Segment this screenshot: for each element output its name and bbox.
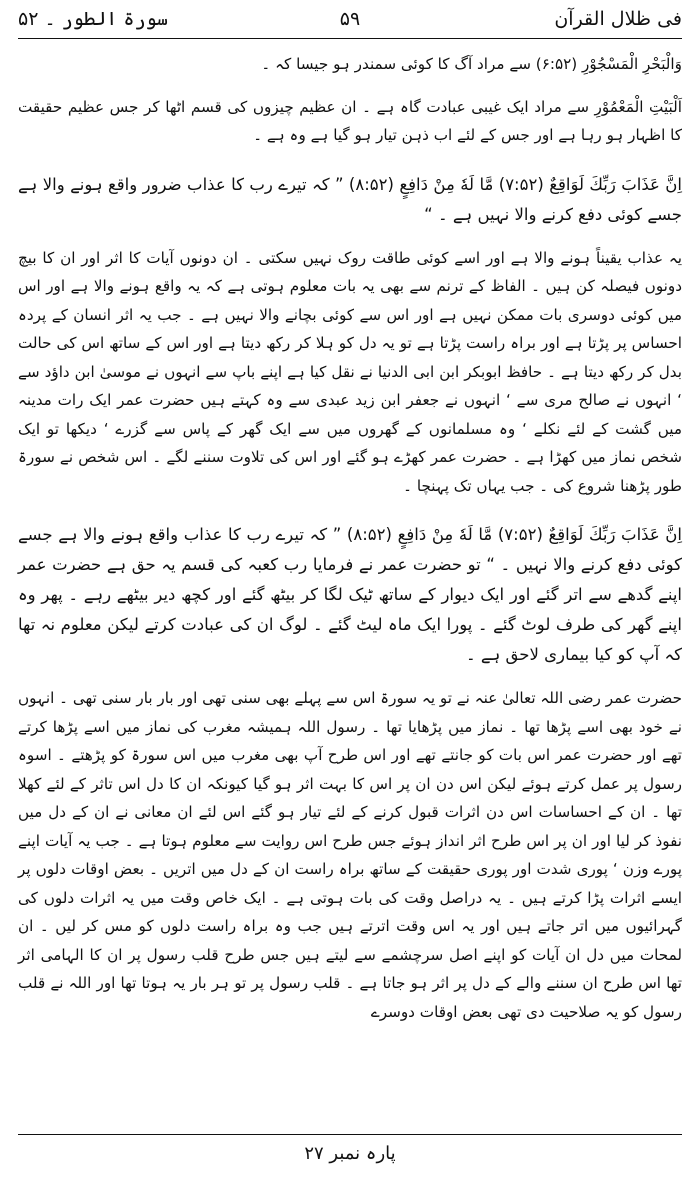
page-header	[18, 6, 682, 36]
paragraph-commentary: یہ عذاب یقیناً ہونے والا ہے اور اسے کوئی طاقت روک نہیں سکتی ۔ ان دونوں آیات کا اثر اور ان کا بیچ دونوں فیصلہ کن ہیں ۔ الفاظ کے ترنم سے بھی یہ بات معلوم ہوتی ہے کہ یہ واقع ہونے والا ہے اور اس میں کوئی دوسری بات ممکن نہیں ہے اور اس سے کوئی بچانے والا نہیں ہے ۔ جب یہ اثر انسان کے پردہ احساس پر پڑتا ہے اور براہ راست پڑتا ہے تو یہ دل کو ہلا کر رکھ دیتا ہے اور اس کے ساتھ اس کی حالت بدل کر رکھ دیتا ہے ۔ حافظ ابوبکر ابن ابی الدنیا نے نقل کیا ہے اپنے باپ سے انہوں نے موسیٰ ابن داؤد سے ‘ انہوں نے صالح مری سے ‘ انہوں نے جعفر ابن زید عبدی سے وہ کہتے ہیں حضرت عمر ایک رات مدینہ میں گشت کے لئے نکلے ‘ وہ مسلمانوں کے گھروں میں سے ایک گھر کے پاس سے گزرے ‘ دیکھا تو ایک شخص نماز میں کھڑا ہے ۔ حضرت عمر کھڑے ہو گئے اور اس کی تلاوت سننے لگے ۔ اس شخص نے سورۃ طور پڑھنا شروع کی ۔ جب یہاں تک پہنچا ۔	[18, 248, 682, 495]
surah-label: سورۃ الطور ۔ ۵۲	[18, 8, 168, 30]
paragraph-verse-sea: وَالْبَحْرِ الْمَسْجُوْرِ (۶:۵۲) سے مراد آگ کا کوئی سمندر ہو جیسا کہ ۔	[261, 55, 682, 73]
paragraph-verse-punishment: اِنَّ عَذَابَ رَبِّكَ لَوَاقِعٌ (۷:۵۲) مَّا لَهٗ مِنْ دَافِعٍ (۸:۵۲) ” کہ تیرے رب کا عذاب ضرور واقع ہونے والا ہے جسے کوئی دفع کرنے والا نہیں ہے ۔ “	[18, 174, 683, 224]
paragraph-verse-repeat: اِنَّ عَذَابَ رَبِّكَ لَوَاقِعٌ (۷:۵۲) مَّا لَهٗ مِنْ دَافِعٍ (۸:۵۲) ” کہ تیرے رب کا عذاب واقع ہونے والا ہے جسے کوئی دفع کرنے والا نہیں ۔ “ تو حضرت عمر نے فرمایا رب کعبہ کی قسم یہ حق ہے حضرت عمر اپنے گدھے سے اتر گئے اور ایک دیوار کے ساتھ ٹیک لگا کر بیٹھ گئے اور کچھ دیر بیٹھے رہے ۔ پھر وہ اپنے گھر کی طرف لوٹ گئے ۔ پورا ایک ماہ لیٹ گئے ۔ لوگ ان کی عبادت کرتے لیکن معلوم نہ تھا کہ آپ کو کیا بیماری لاحق ہے ۔	[18, 525, 682, 664]
body-text	[18, 50, 682, 1040]
header-divider	[18, 38, 682, 39]
footer-divider	[18, 1134, 682, 1135]
paragraph-umar-story: حضرت عمر رضی اللہ تعالیٰ عنہ نے تو یہ سورۃ اس سے پہلے بھی سنی تھی اور بار بار سنی تھی ۔ انہوں نے خود بھی اسے پڑھا تھا ۔ نماز میں پڑھایا تھا ۔ رسول اللہ ہمیشہ مغرب کی نماز میں اسے پڑھا کرتے تھے اور حضرت عمر اس بات کو جانتے تھے اور اس طرح آپ بھی مغرب میں اس سورۃ کو پڑھتے ۔ اسوہ رسول پر عمل کرتے ہوئے لیکن اس دن ان پر اس کا بہت اثر ہو گیا کیونکہ ان کا دل اس تاثر کے لئے کھلا تھا ۔ ان کے احساسات اس دن اثرات قبول کرنے کے لئے تیار ہو گئے اس لئے ان معانی نے ان کے دل میں نفوذ کر لیا اور ان پر اس طرح اثر انداز ہوئے جس طرح اس روایت سے معلوم ہوتا ہے ۔ جب یہ آیات اپنے پورے وزن ‘ پوری شدت اور پوری حقیقت کے ساتھ براہ راست ان کے دل میں اتریں ۔ بعض اوقات دلوں پر ایسے اثرات پڑا کرتے ہیں ۔ یہ دراصل وقت کی بات ہوتی ہے ۔ ایک خاص وقت میں یہ اثرات دلوں کی گہرائیوں میں اتر جاتے ہیں اور یہ اس وقت اترتے ہیں جب وہ براہ راست دلوں کو مس کر لیں ۔ ان لمحات میں دل ان آیات کو اپنے اصل سرچشمے سے لیتے ہیں جس طرح قلب رسول پر ان کا الہامی اثر تھا اس طرح ان سننے والے کے دل پر اثر ہو جاتا ہے ۔ قلب رسول پر تو ہر بار یہ ہوتا تھا اور اللہ نے قلب رسول کو یہ صلاحیت دی تھی بعض اوقات دوسرے	[17, 689, 682, 1021]
book-title: فی ظلال القرآن	[554, 8, 682, 30]
paragraph-bayt-mamur: اَلْبَیْتِ الْمَعْمُوْرِ سے مراد ایک غیبی عبادت گاہ ہے ۔ ان عظیم چیزوں کی قسم اٹھا کر جس عظیم حقیقت کا اظہار ہو رہا ہے اور جس کے لئے اب ذہن تیار ہو گیا ہے وہ ہے ۔	[18, 97, 682, 144]
page-number: ۵۹	[339, 8, 361, 30]
para-number-label: پارہ نمبر ۲۷	[304, 1143, 396, 1164]
